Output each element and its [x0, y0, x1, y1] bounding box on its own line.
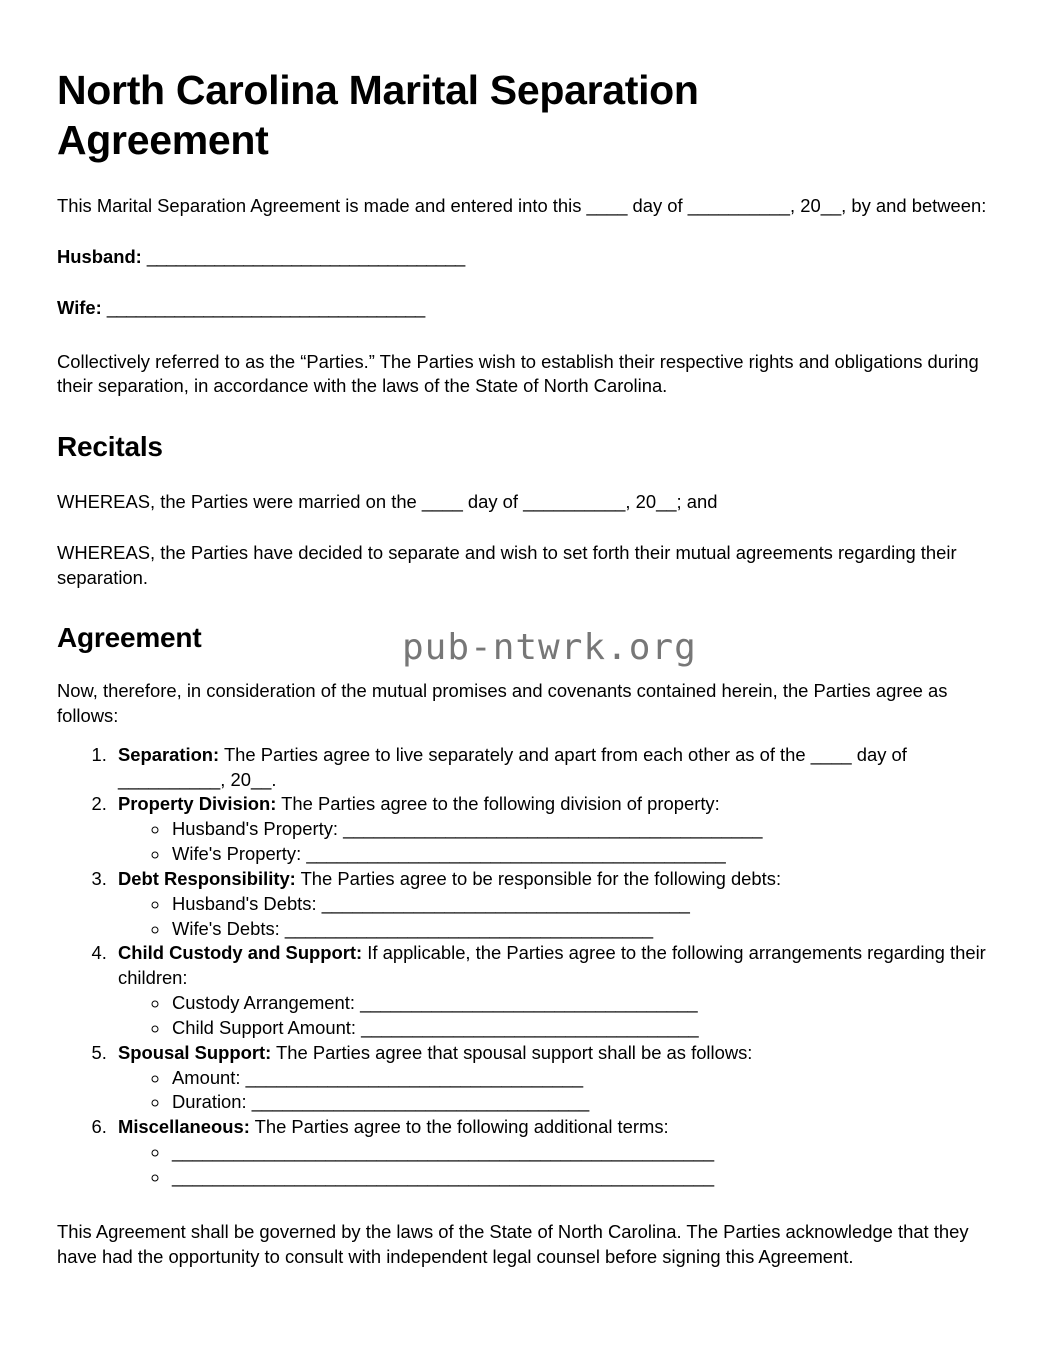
- collective-paragraph: Collectively referred to as the “Parties.” The Parties wish to establish their respective rights and obligations during their separation, in accordance with the laws of the State of North Carolina.: [57, 350, 979, 397]
- site-watermark: pub-ntwrk.org: [402, 627, 697, 669]
- term-label: Child Custody and Support:: [118, 942, 363, 964]
- term-body: [118, 1041, 997, 1066]
- closing-paragraph: This Agreement shall be governed by the laws of the State of North Carolina. The Parties acknowledge that they have had the opportunity to consult with independent legal counsel before signing this Agreement.: [57, 1220, 969, 1267]
- term-body: [118, 867, 997, 892]
- term-detail: The Parties agree to be responsible for the following debts:: [295, 867, 782, 889]
- recital-item: WHEREAS, the Parties have decided to separate and wish to set forth their mutual agreements regarding their separation.: [57, 541, 957, 588]
- list-item: ◦ Amount: _________________________________: [170, 1066, 997, 1091]
- term-subitems: [118, 817, 997, 867]
- husband-blank-line: _________________________________: [146, 245, 465, 267]
- list-item: [112, 1115, 997, 1190]
- term-detail: If applicable, the Parties agree to the following arrangements regarding their children:: [118, 942, 986, 989]
- list-item: [112, 792, 997, 867]
- agreement-intro-paragraph: Now, therefore, in consideration of the mutual promises and covenants contained herein, the Parties agree as follows:: [57, 679, 948, 726]
- page-title: North Carolina Marital Separation Agreement: [57, 67, 699, 164]
- term-label: Separation:: [118, 743, 220, 765]
- wife-field-line: [57, 296, 997, 321]
- list-item: ◦ _____________________________________________________: [170, 1165, 997, 1190]
- list-item: ◦ Husband's Property: _________________________________________: [170, 817, 997, 842]
- term-label: Property Division:: [118, 793, 277, 815]
- agreement-section: [57, 621, 997, 728]
- term-detail: The Parties agree to the following division of property:: [276, 793, 720, 815]
- term-label: Debt Responsibility:: [118, 867, 296, 889]
- list-item: ◦ Custody Arrangement: _________________________________: [170, 991, 997, 1016]
- term-subitems: [118, 1066, 997, 1116]
- list-item: ◦ Duration: _________________________________: [170, 1090, 997, 1115]
- wife-label: Wife:: [57, 296, 102, 318]
- intro-paragraph: This Marital Separation Agreement is made and entered into this ____ day of __________, 20__, by and between:: [57, 195, 987, 217]
- husband-field-line: [57, 245, 997, 270]
- term-body: [118, 792, 997, 817]
- list-item: ◦ _____________________________________________________: [170, 1140, 997, 1165]
- term-subitems: [118, 991, 997, 1041]
- recital-item: WHEREAS, the Parties were married on the ____ day of __________, 20__; and: [57, 490, 718, 512]
- list-item: ◦ Wife's Property: _________________________________________: [170, 842, 997, 867]
- term-label: Spousal Support:: [118, 1041, 272, 1063]
- term-detail: The Parties agree that spousal support shall be as follows:: [271, 1041, 753, 1063]
- list-item: [112, 1041, 997, 1116]
- term-detail: The Parties agree to the following additional terms:: [249, 1116, 669, 1138]
- term-label: Miscellaneous:: [118, 1116, 250, 1138]
- recitals-heading: Recitals: [57, 431, 163, 463]
- term-body: [118, 941, 997, 991]
- list-item: ◦ Child Support Amount: _________________________________: [170, 1016, 997, 1041]
- term-detail: The Parties agree to live separately and apart from each other as of the ____ day of __________, 20__.: [118, 743, 907, 790]
- agreement-heading: Agreement: [57, 622, 202, 654]
- list-item: ◦ Wife's Debts: ____________________________________: [170, 917, 997, 942]
- husband-label: Husband:: [57, 245, 142, 267]
- list-item: ◦ Husband's Debts: ____________________________________: [170, 892, 997, 917]
- list-item: [112, 867, 997, 942]
- list-item: [112, 941, 997, 1040]
- term-subitems: [118, 1140, 997, 1190]
- term-body: [118, 743, 997, 793]
- wife-blank-line: _________________________________: [106, 296, 425, 318]
- term-body: [118, 1115, 997, 1140]
- terms-list: [57, 743, 997, 1190]
- list-item: [112, 743, 997, 793]
- term-subitems: [118, 892, 997, 942]
